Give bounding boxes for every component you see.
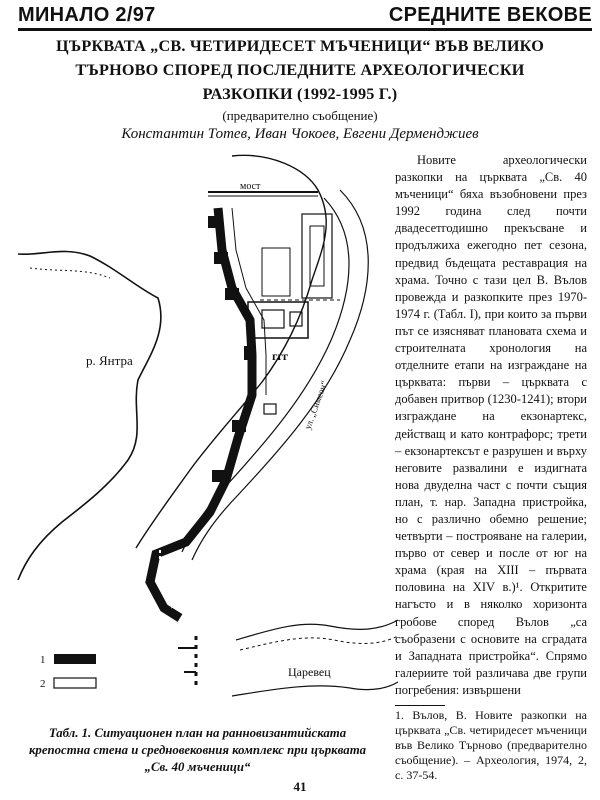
river-right-bank bbox=[136, 155, 326, 548]
journal-issue: МИНАЛО 2/97 bbox=[18, 4, 156, 26]
article-title: ЦЪРКВАТА „СВ. ЧЕТИРИДЕСЕТ МЪЧЕНИЦИ“ ВЪВ ВЕЛИКО ТЪРНОВО СПОРЕД ПОСЛЕДНИТЕ АРХЕОЛОГИЧЕСКИ РАЗКОПКИ (1992-1995 Г.) bbox=[55, 37, 545, 103]
page-number: 41 bbox=[293, 779, 307, 794]
legend-swatch-filled bbox=[54, 654, 96, 664]
river-left-bank bbox=[18, 251, 161, 580]
bridge-label: мост bbox=[240, 181, 261, 192]
article-subtitle: (предварително съобщение) bbox=[222, 108, 378, 123]
small-structure bbox=[264, 404, 276, 414]
street-label: ул. „Симеон“ bbox=[302, 379, 330, 431]
north-building bbox=[302, 214, 332, 298]
structure-marks: ггг bbox=[272, 349, 289, 363]
legend-label-2: 2 bbox=[40, 678, 46, 690]
figure-caption: Табл. 1. Ситуационен план на ранновизантийската крепостна стена и средновековния комплекс при църквата „Св. 40 мъченици“ bbox=[28, 726, 367, 774]
legend-label-1: 1 bbox=[40, 654, 46, 666]
river-label: р. Янтра bbox=[86, 353, 133, 368]
situation-plan-figure bbox=[0, 150, 400, 720]
stream-line-2 bbox=[240, 636, 398, 650]
church-nave bbox=[262, 310, 284, 328]
article-authors: Константин Тотев, Иван Чокоев, Евгени Дерменджиев bbox=[121, 126, 479, 142]
article-body: Новите археологически разкопки на църквата „Св. 40 мъченици“ бяха възобновени през 1992 година след почти двадесетгодишно прекъсване и продължиха ежегодно пет сезона, предвид бъдещата реставрация на храма. Точно с тази цел В. Вълов провежда и разкопките през 1970-1974 г. (Табл. I), при които за първи път се изясняват плановата схема и строителната хронология на отделните етапи на изграждане на църквата: първи – църквата с добавен притвор (1230-1241); втори изграждане на екзонартекс, действащ и като контрафорс; трети – екзонартексът е разрушен и върху неговите развалини е издигната нова двуделна част с почти същия план, т. нар. Западна пристройка, но с различно обемно решение; четвърти – построяване на галерии, първо от север и после от юг на храма (края на XIII – първата половина на XIV в.)¹. Откритите нагъсто и в няколко хоризонта гробове според Вълов „са съобразени с основите на сградата и Западната пристройка“. Спрямо галериите той различава две групи погребения: извършени bbox=[395, 153, 587, 697]
wall-tower-4 bbox=[244, 346, 256, 360]
legend-swatch-empty bbox=[54, 678, 96, 688]
wall-tower-3 bbox=[225, 288, 239, 300]
river-dotted-line bbox=[30, 268, 110, 278]
lower-bank bbox=[232, 682, 398, 696]
wall-tower-1 bbox=[208, 216, 222, 228]
wall-tower-5 bbox=[232, 420, 246, 432]
stream-line-1 bbox=[236, 620, 398, 640]
header-rule bbox=[18, 28, 592, 31]
north-building-inner bbox=[310, 226, 324, 286]
wall-tower-2 bbox=[214, 252, 228, 264]
wall-tower-6 bbox=[212, 470, 226, 482]
section-title: СРЕДНИТЕ ВЕКОВЕ bbox=[388, 4, 592, 26]
hill-label: Царевец bbox=[288, 665, 331, 679]
annex-building bbox=[262, 248, 290, 296]
footnote-rule bbox=[395, 705, 445, 706]
footnote: 1. Вълов, В. Новите разкопки на църквата „Св. четиридесет мъченици във Велико Търново (предварително съобщение). – Археология, 1974, 2, с. 37-54. bbox=[395, 708, 587, 782]
running-header bbox=[18, 4, 592, 26]
